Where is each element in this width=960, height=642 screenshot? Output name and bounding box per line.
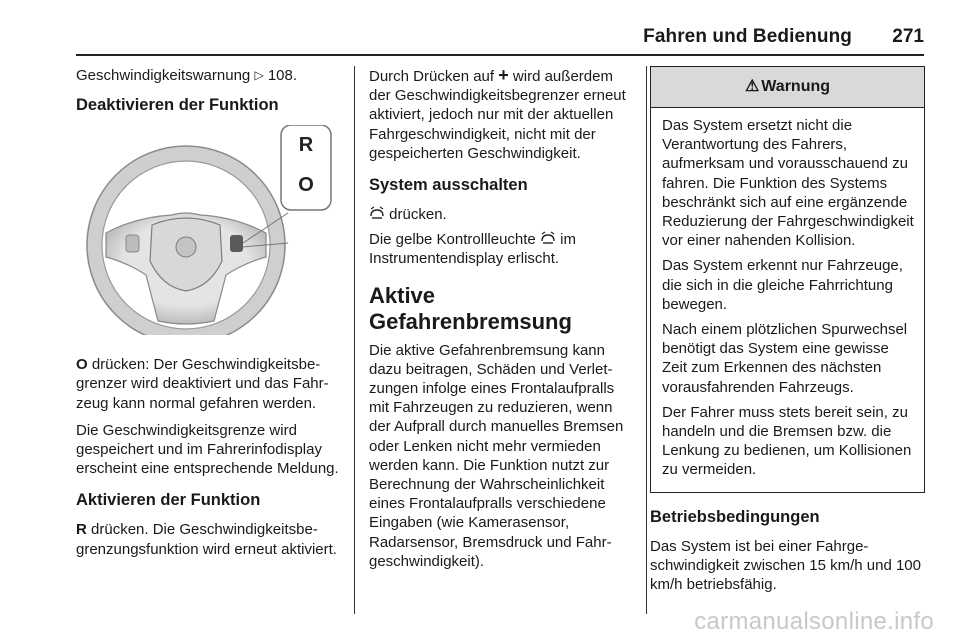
column-middle [369,66,632,577]
conditions-paragraph: Das System ist bei einer Fahrgeschwindigkeit zwischen 15 km/h und 100 km/h betriebsfähig. [650,537,921,594]
intro-text: Geschwindigkeitswarnung [76,67,251,84]
warning-header [651,67,924,108]
plus-text-after: wird außerdem der Geschwindigkeitsbegrenzer erneut aktiviert, jedoch nur mit der aktuellen Fahrgeschwindigkeit, nicht mit der gespeicherten Geschwindigkeit. [369,68,626,162]
aeb-paragraph: Die aktive Gefahrenbremsung kann dazu beitragen, Schäden und Verletzungen infolge eines Frontalaufpralls mit Fahrzeugen zu reduzieren, wenn der Aufprall durch manuelles Bremsen oder Lenken nicht mehr vermieden werden kann. Die Funktion nutzt zur Berechnung der Wahrscheinlichkeit eines Frontalaufpralls verschiedene Eingaben (wie Kamerasensor, Radarsensor, Bremsdruck und Fahrgeschwindigkeit). [369,341,624,570]
warning-paragraph: Nach einem plötzlichen Spurwechsel benötigt das System eine gewisse Zeit zum Erkennen des nächsten vorausfahrenden Fahrzeugs. [662,321,908,396]
collision-lamp-icon [540,231,556,245]
header-rule [76,54,924,56]
activate-paragraph [76,520,342,558]
collision-warning-icon [369,206,385,220]
lamp-text-before: Die gelbe Kontrollleuchte [369,231,536,249]
deactivate-paragraph [76,355,342,413]
stored-paragraph: Die Geschwindigkeitsgrenze wird gespeichert und im Fahrerinfodisplay erscheint eine entsprechende Meldung. [76,421,339,478]
r-button-symbol: R [76,521,87,539]
page-number: 271 [892,26,924,47]
press-paragraph [369,205,632,224]
warning-triangle-icon: ⚠ [744,78,760,96]
plus-paragraph [369,66,632,163]
warning-paragraph: Der Fahrer muss stets bereit sein, zu handeln und die Bremsen bzw. die Lenkung zu bedienen, um Kollisionen zu vermeiden. [662,403,912,479]
watermark: carmanualsonline.info [694,608,934,635]
deactivate-text: drücken: Der Geschwindigkeitsbegrenzer wird deaktiviert und das Fahrzeug kann normal gefahren werden. [76,356,329,412]
warning-paragraph: Das System ersetzt nicht die Verantwortung des Fahrers, aufmerksam und vorausschauend zu fahren. Die Funktion des Systems beschränkt sich auf eine ergänzende Reduzierung der Fahrgeschwindigkeit vor einer nahenden Kollision. [662,117,914,250]
column-left [76,66,342,565]
heading-deactivate: Deaktivieren der Funktion [76,96,279,115]
intro-ref: 108. [267,67,298,84]
plus-symbol: + [498,65,509,85]
press-text: drücken. [389,206,447,224]
o-button-symbol: O [76,356,88,374]
warning-title: Warnung [761,78,831,96]
chapter-title: Fahren und Bedienung [643,26,852,47]
lamp-paragraph [369,230,632,268]
warning-paragraph: Das System erkennt nur Fahrzeuge, die sich in die gleiche Fahrrichtung bewegen. [662,257,903,313]
intro-paragraph [76,66,342,85]
plus-text-before: Durch Drücken auf [369,68,495,85]
steering-wheel-figure [76,125,342,335]
heading-conditions: Betriebsbedingungen [650,507,820,526]
steering-wheel-icon [76,125,342,335]
heading-activate: Aktivieren der Funktion [76,491,261,510]
warning-box [650,66,925,493]
column-divider-1 [354,66,355,614]
figure-button-o: O [298,174,314,197]
column-right [650,66,925,600]
activate-text: drücken. Die Geschwindigkeitsbegrenzungsfunktion wird erneut aktiviert. [76,521,337,558]
page-ref-arrow-icon: ▷ [254,68,264,82]
heading-system-off: System ausschalten [369,176,528,195]
warning-body [651,108,924,492]
column-divider-2 [646,66,647,614]
lamp-text-after: im Instrumentendisplay erlischt. [369,231,576,268]
heading-aeb: Aktive Gefahrenbremsung [369,282,572,334]
figure-button-r: R [298,134,314,157]
